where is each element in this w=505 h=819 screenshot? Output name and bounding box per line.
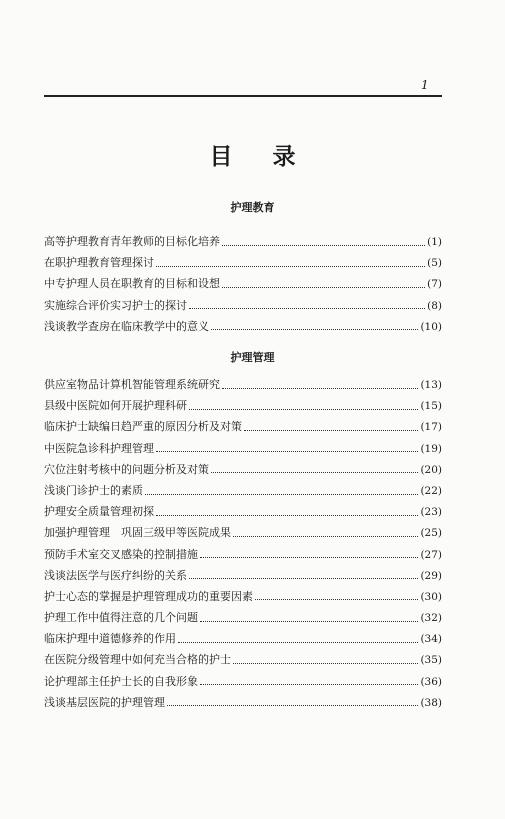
dot-leader <box>244 429 418 431</box>
toc-entry-title: 预防手术室交叉感染的控制措施 <box>44 547 198 561</box>
page-title-char: 录 <box>272 144 296 170</box>
toc-entry-page: (5) <box>427 257 442 270</box>
page-number: 1 <box>421 78 429 92</box>
dot-leader <box>255 598 418 600</box>
toc-entry-title: 加强护理管理 巩固三级甲等医院成果 <box>44 526 231 540</box>
toc-entry-title: 县级中医院如何开展护理科研 <box>44 399 187 413</box>
toc-entry-page: (35) <box>420 654 442 667</box>
toc-entry-page: (32) <box>420 612 442 625</box>
toc-entry[interactable] <box>44 438 442 459</box>
toc-entry[interactable] <box>44 586 442 607</box>
toc-entry-title: 在职护理教育管理探讨 <box>44 256 154 270</box>
toc-entry-page: (13) <box>420 379 442 391</box>
toc-entry-title: 实施综合评价实习护士的探讨 <box>44 298 187 312</box>
toc-entry-title: 浅谈基层医院的护理管理 <box>44 695 165 709</box>
dot-leader <box>200 683 418 685</box>
header-rule <box>44 95 442 97</box>
toc-entry-page: (38) <box>420 696 442 709</box>
dot-leader <box>189 408 418 410</box>
dot-leader <box>222 387 418 389</box>
dot-leader <box>167 704 418 706</box>
toc-entry-page: (1) <box>427 236 442 248</box>
toc-entry-page: (15) <box>420 400 442 413</box>
toc-entry-title: 浅谈法医学与医疗纠纷的关系 <box>44 568 187 582</box>
toc-entry-title: 护理安全质量管理初探 <box>44 505 154 519</box>
toc-entry-page: (27) <box>420 548 442 561</box>
toc-entry[interactable] <box>44 628 442 649</box>
toc-entry[interactable] <box>44 671 442 692</box>
toc-entry[interactable] <box>44 480 442 501</box>
toc-entry-page: (29) <box>420 569 442 582</box>
toc-entry[interactable] <box>44 395 442 416</box>
toc-entry-page: (25) <box>420 527 442 540</box>
toc-entry-page: (30) <box>420 590 442 603</box>
toc-entry-title: 穴位注射考核中的问题分析及对策 <box>44 462 209 476</box>
dot-leader <box>189 307 425 309</box>
dot-leader <box>156 265 425 267</box>
dot-leader <box>222 286 425 288</box>
toc-entry-page: (19) <box>420 442 442 455</box>
page-title-char: 目 <box>209 144 233 170</box>
toc-entry-page: (20) <box>420 463 442 476</box>
section-heading-nursing-management: 护理管理 <box>230 351 275 364</box>
dot-leader <box>156 514 418 516</box>
toc-entry-page: (23) <box>420 506 442 519</box>
toc-entry[interactable] <box>44 459 442 480</box>
toc-entry-title: 浅谈门诊护士的素质 <box>44 483 143 497</box>
dot-leader <box>222 244 425 246</box>
toc-entry-title: 中医院急诊科护理管理 <box>44 441 154 455</box>
toc-entry-title: 临床护理中道德修养的作用 <box>44 632 176 646</box>
dot-leader <box>200 556 418 558</box>
toc-entry[interactable] <box>44 374 442 395</box>
toc-entry[interactable] <box>44 273 442 294</box>
page-title <box>0 138 505 171</box>
toc-list-nursing-education <box>44 231 442 337</box>
toc-entry-title: 护理工作中值得注意的几个问题 <box>44 611 198 625</box>
toc-entry-page: (7) <box>427 278 442 291</box>
toc-entry[interactable] <box>44 416 442 437</box>
toc-entry-title: 供应室物品计算机智能管理系统研究 <box>44 378 220 391</box>
toc-list-nursing-management <box>44 374 442 713</box>
toc-entry-page: (8) <box>427 299 442 312</box>
toc-entry-page: (36) <box>420 675 442 688</box>
toc-entry-title: 中专护理人员在职教育的目标和设想 <box>44 277 220 291</box>
dot-leader <box>211 328 418 330</box>
section-heading-nursing-education: 护理教育 <box>230 201 275 214</box>
toc-entry[interactable] <box>44 544 442 565</box>
dot-leader <box>233 535 418 537</box>
dot-leader <box>189 577 418 579</box>
toc-entry[interactable] <box>44 522 442 543</box>
toc-entry-title: 浅谈教学查房在临床教学中的意义 <box>44 319 209 333</box>
toc-entry-page: (10) <box>420 320 442 333</box>
toc-entry-title: 临床护士缺编日趋严重的原因分析及对策 <box>44 420 242 434</box>
toc-entry[interactable] <box>44 231 442 252</box>
toc-entry[interactable] <box>44 252 442 273</box>
toc-entry[interactable] <box>44 692 442 713</box>
dot-leader <box>156 450 418 452</box>
toc-entry-title: 高等护理教育青年教师的目标化培养 <box>44 235 220 248</box>
dot-leader <box>200 620 418 622</box>
toc-entry-page: (34) <box>420 633 442 646</box>
toc-entry-title: 在医院分级管理中如何充当合格的护士 <box>44 653 231 667</box>
toc-entry[interactable] <box>44 501 442 522</box>
toc-entry-title: 论护理部主任护士长的自我形象 <box>44 674 198 688</box>
toc-entry[interactable] <box>44 607 442 628</box>
toc-entry[interactable] <box>44 649 442 670</box>
toc-entry-title: 护士心态的掌握是护理管理成功的重要因素 <box>44 589 253 603</box>
dot-leader <box>145 493 418 495</box>
toc-entry[interactable] <box>44 565 442 586</box>
toc-entry-page: (22) <box>420 484 442 497</box>
dot-leader <box>211 471 418 473</box>
dot-leader <box>233 662 418 664</box>
toc-entry-page: (17) <box>420 421 442 434</box>
dot-leader <box>178 641 418 643</box>
toc-entry[interactable] <box>44 316 442 337</box>
toc-entry[interactable] <box>44 295 442 316</box>
